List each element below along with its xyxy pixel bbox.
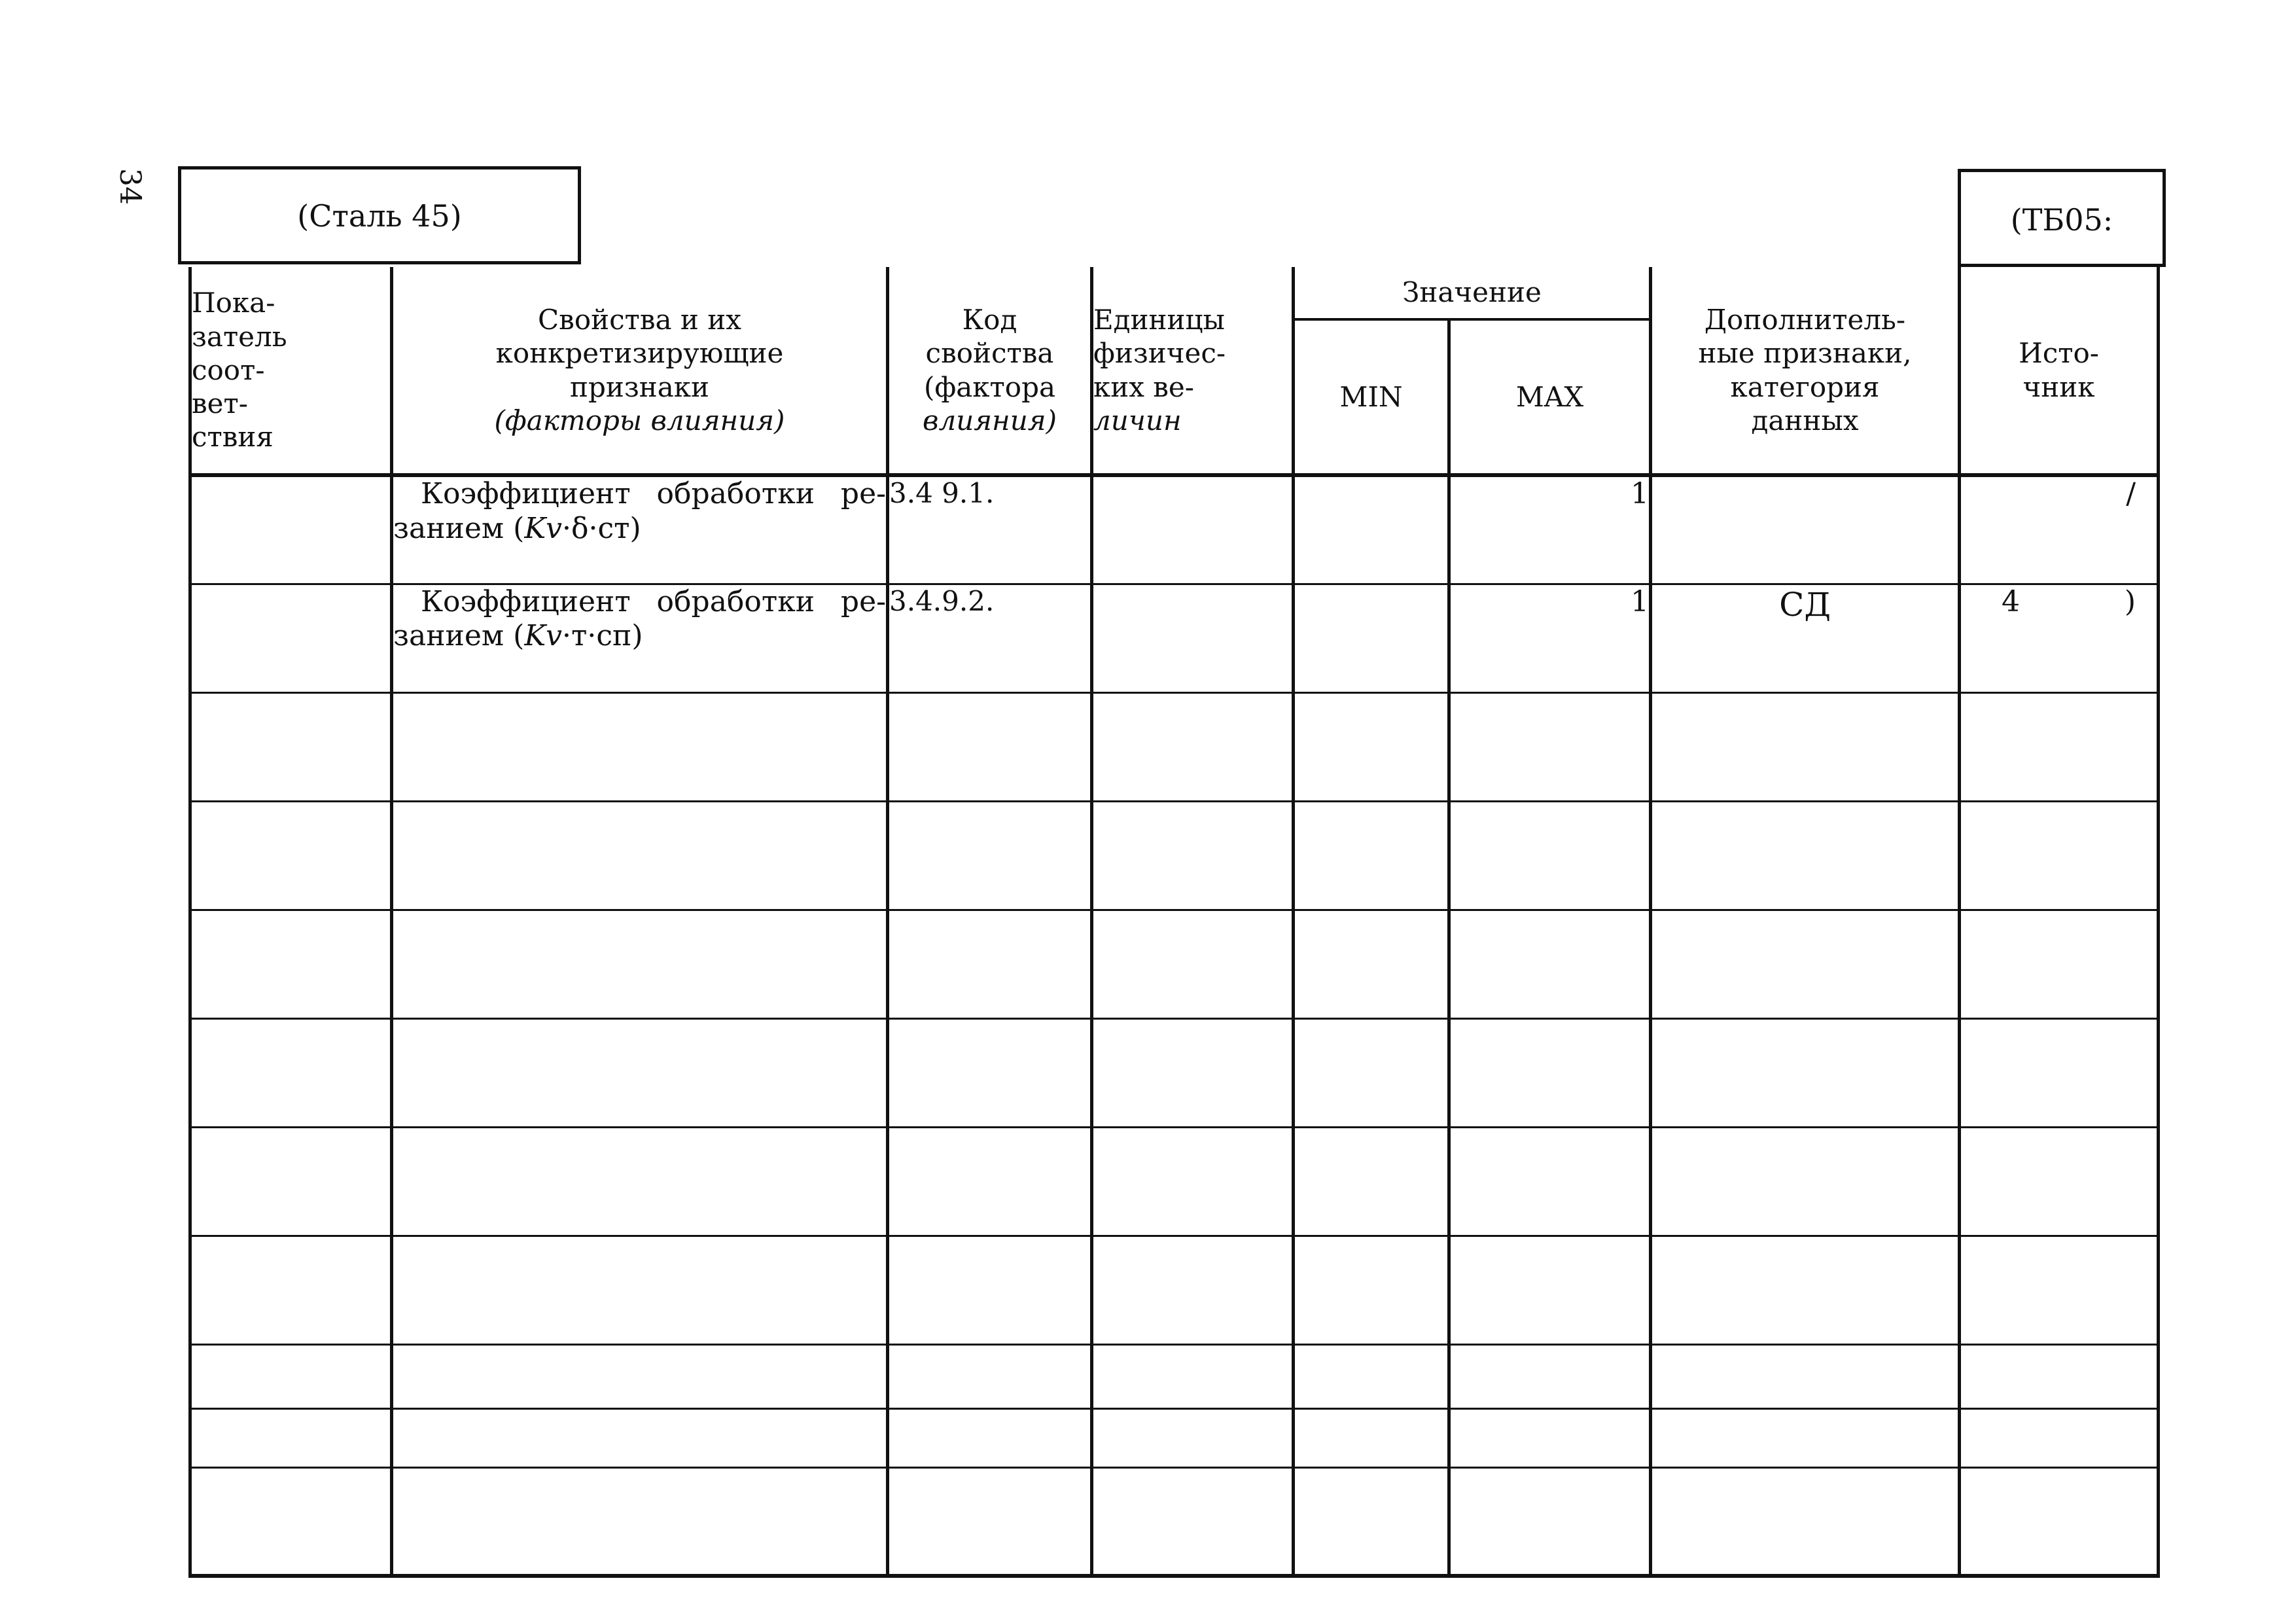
table-row <box>190 692 2159 801</box>
table-row <box>190 1127 2159 1236</box>
table-row <box>190 1467 2159 1576</box>
source-cell: / <box>1960 475 2159 584</box>
header-properties: Свойства и их конкретизирующие признаки (факторы влияния) <box>392 267 888 475</box>
table-row <box>190 1344 2159 1408</box>
table-code-label: (ТБ05: <box>2010 202 2113 238</box>
properties-table <box>188 267 2160 1578</box>
code-cell: 3.4 9.1. <box>888 475 1092 584</box>
header-source: Исто- чник <box>1960 267 2159 475</box>
table-row <box>190 910 2159 1018</box>
max-cell: 1 <box>1449 584 1651 692</box>
steel-grade-box <box>178 166 581 264</box>
page-number: 34 <box>113 168 147 205</box>
table-row <box>190 1408 2159 1467</box>
header-units: Единицы физичес- ких ве- личин <box>1092 267 1294 475</box>
table-row <box>190 801 2159 910</box>
table-row <box>190 1018 2159 1127</box>
table-row <box>190 1236 2159 1344</box>
source-cell: 4 ) <box>1960 584 2159 692</box>
table-row <box>190 584 2159 692</box>
extra-cell <box>1651 475 1960 584</box>
header-code: Код свойства (фактора влияния) <box>888 267 1092 475</box>
header-value-group: Значение <box>1294 267 1651 319</box>
table-row <box>190 475 2159 584</box>
property-cell: Коэффициент обработки ре- занием (Kv·т·сп) <box>392 584 888 692</box>
header-max: MAX <box>1449 319 1651 475</box>
max-cell: 1 <box>1449 475 1651 584</box>
extra-cell: СД <box>1651 584 1960 692</box>
property-cell: Коэффициент обработки ре- занием (Kv·δ·ст) <box>392 475 888 584</box>
code-cell: 3.4.9.2. <box>888 584 1092 692</box>
table-code-box <box>1958 169 2166 267</box>
header-extra: Дополнитель- ные признаки, категория данных <box>1651 267 1960 475</box>
header-min: MIN <box>1294 319 1449 475</box>
steel-grade-label: (Сталь 45) <box>297 198 462 234</box>
header-indicator: Пока- затель соот- вет- ствия <box>190 267 392 475</box>
